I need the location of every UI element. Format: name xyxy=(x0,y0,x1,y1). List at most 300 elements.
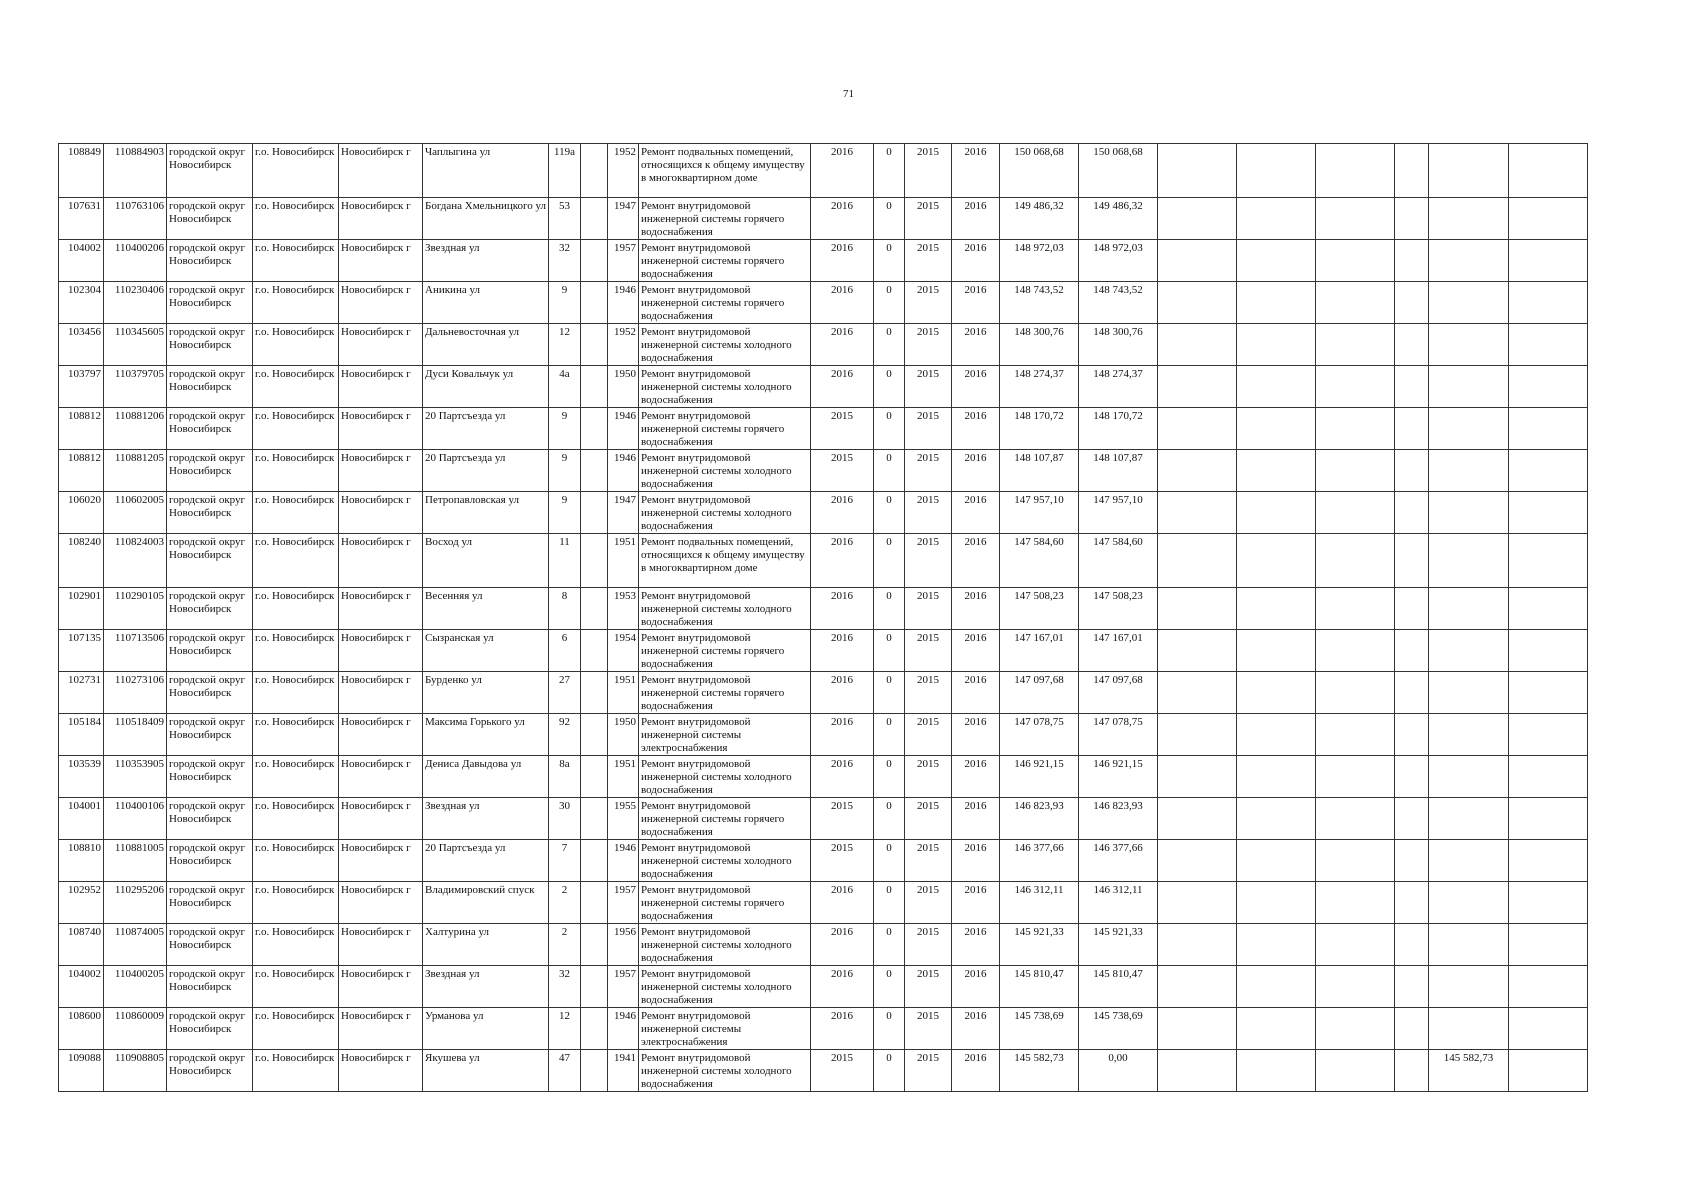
cell-year-built: 1952 xyxy=(608,324,639,366)
cell-work-type: Ремонт внутридомовой инженерной системы холодного водоснабжения xyxy=(639,366,811,408)
cell-house-code: 110400205 xyxy=(104,966,167,1008)
cell-house-code: 110295206 xyxy=(104,882,167,924)
cell-extra-6 xyxy=(1509,924,1588,966)
cell-extra-2 xyxy=(1237,1050,1316,1092)
cell-planned-year: 2016 xyxy=(811,714,874,756)
table-row xyxy=(59,588,1588,630)
cell-work-type: Ремонт внутридомовой инженерной системы горячего водоснабжения xyxy=(639,408,811,450)
cell-col-zero: 0 xyxy=(874,324,905,366)
cell-extra-6 xyxy=(1509,534,1588,588)
cell-cost: 145 921,33 xyxy=(1000,924,1079,966)
cell-house-code: 110400106 xyxy=(104,798,167,840)
cell-municipal-formation: г.о. Новосибирск xyxy=(253,924,339,966)
cell-extra-2 xyxy=(1237,144,1316,198)
cell-extra-2 xyxy=(1237,588,1316,630)
cell-extra-4 xyxy=(1395,798,1429,840)
cell-extra-1 xyxy=(1158,324,1237,366)
cell-building xyxy=(581,630,608,672)
cell-house-code: 110290105 xyxy=(104,588,167,630)
cell-work-type: Ремонт внутридомовой инженерной системы холодного водоснабжения xyxy=(639,966,811,1008)
cell-end-year: 2016 xyxy=(952,756,1000,798)
cell-extra-2 xyxy=(1237,840,1316,882)
cell-extra-4 xyxy=(1395,492,1429,534)
cell-record-id: 108600 xyxy=(59,1008,104,1050)
cell-cost-total: 146 823,93 xyxy=(1079,798,1158,840)
cell-municipal-district: городской округ Новосибирск xyxy=(167,756,253,798)
cell-start-year: 2015 xyxy=(905,798,952,840)
cell-work-type: Ремонт внутридомовой инженерной системы горячего водоснабжения xyxy=(639,798,811,840)
cell-house-number: 32 xyxy=(549,966,581,1008)
cell-settlement: Новосибирск г xyxy=(339,630,423,672)
cell-house-number: 2 xyxy=(549,924,581,966)
cell-house-code: 110908805 xyxy=(104,1050,167,1092)
cell-building xyxy=(581,1008,608,1050)
cell-extra-3 xyxy=(1316,630,1395,672)
cell-extra-5: 145 582,73 xyxy=(1429,1050,1509,1092)
cell-start-year: 2015 xyxy=(905,198,952,240)
cell-extra-1 xyxy=(1158,144,1237,198)
page-number: 71 xyxy=(843,88,854,100)
cell-col-zero: 0 xyxy=(874,450,905,492)
cell-extra-5 xyxy=(1429,366,1509,408)
cell-col-zero: 0 xyxy=(874,672,905,714)
cell-work-type: Ремонт внутридомовой инженерной системы холодного водоснабжения xyxy=(639,756,811,798)
cell-extra-5 xyxy=(1429,798,1509,840)
cell-record-id: 105184 xyxy=(59,714,104,756)
cell-record-id: 103539 xyxy=(59,756,104,798)
cell-extra-2 xyxy=(1237,756,1316,798)
cell-house-number: 2 xyxy=(549,882,581,924)
cell-municipal-formation: г.о. Новосибирск xyxy=(253,714,339,756)
cell-end-year: 2016 xyxy=(952,714,1000,756)
cell-cost-total: 147 167,01 xyxy=(1079,630,1158,672)
cell-planned-year: 2016 xyxy=(811,324,874,366)
cell-street: Петропавловская ул xyxy=(423,492,549,534)
cell-extra-2 xyxy=(1237,282,1316,324)
cell-end-year: 2016 xyxy=(952,1050,1000,1092)
cell-extra-4 xyxy=(1395,882,1429,924)
cell-start-year: 2015 xyxy=(905,324,952,366)
cell-end-year: 2016 xyxy=(952,240,1000,282)
cell-building xyxy=(581,534,608,588)
cell-municipal-district: городской округ Новосибирск xyxy=(167,966,253,1008)
table-row xyxy=(59,240,1588,282)
cell-work-type: Ремонт внутридомовой инженерной системы горячего водоснабжения xyxy=(639,630,811,672)
cell-extra-6 xyxy=(1509,630,1588,672)
cell-work-type: Ремонт внутридомовой инженерной системы холодного водоснабжения xyxy=(639,588,811,630)
cell-street: Звездная ул xyxy=(423,966,549,1008)
cell-planned-year: 2016 xyxy=(811,198,874,240)
table-row xyxy=(59,882,1588,924)
cell-municipal-formation: г.о. Новосибирск xyxy=(253,366,339,408)
cell-end-year: 2016 xyxy=(952,492,1000,534)
table-row xyxy=(59,282,1588,324)
cell-municipal-district: городской округ Новосибирск xyxy=(167,1008,253,1050)
capital-repair-register-table xyxy=(58,143,1588,1092)
cell-cost: 145 738,69 xyxy=(1000,1008,1079,1050)
cell-cost: 147 167,01 xyxy=(1000,630,1079,672)
cell-extra-5 xyxy=(1429,1008,1509,1050)
cell-street: Аникина ул xyxy=(423,282,549,324)
cell-extra-5 xyxy=(1429,630,1509,672)
cell-col-zero: 0 xyxy=(874,144,905,198)
cell-street: 20 Партсъезда ул xyxy=(423,840,549,882)
cell-planned-year: 2016 xyxy=(811,924,874,966)
cell-extra-1 xyxy=(1158,534,1237,588)
cell-year-built: 1950 xyxy=(608,366,639,408)
cell-extra-5 xyxy=(1429,672,1509,714)
cell-extra-1 xyxy=(1158,672,1237,714)
cell-extra-2 xyxy=(1237,366,1316,408)
cell-municipal-formation: г.о. Новосибирск xyxy=(253,840,339,882)
cell-record-id: 106020 xyxy=(59,492,104,534)
cell-extra-2 xyxy=(1237,492,1316,534)
cell-municipal-district: городской округ Новосибирск xyxy=(167,324,253,366)
cell-work-type: Ремонт внутридомовой инженерной системы электроснабжения xyxy=(639,714,811,756)
cell-municipal-district: городской округ Новосибирск xyxy=(167,450,253,492)
cell-record-id: 103797 xyxy=(59,366,104,408)
table-row xyxy=(59,1050,1588,1092)
cell-building xyxy=(581,198,608,240)
cell-cost: 148 170,72 xyxy=(1000,408,1079,450)
cell-extra-6 xyxy=(1509,240,1588,282)
cell-municipal-district: городской округ Новосибирск xyxy=(167,492,253,534)
cell-work-type: Ремонт внутридомовой инженерной системы холодного водоснабжения xyxy=(639,492,811,534)
cell-extra-1 xyxy=(1158,492,1237,534)
cell-street: Дальневосточная ул xyxy=(423,324,549,366)
cell-house-number: 53 xyxy=(549,198,581,240)
cell-settlement: Новосибирск г xyxy=(339,144,423,198)
cell-settlement: Новосибирск г xyxy=(339,672,423,714)
cell-extra-2 xyxy=(1237,408,1316,450)
cell-municipal-formation: г.о. Новосибирск xyxy=(253,198,339,240)
cell-col-zero: 0 xyxy=(874,630,905,672)
cell-year-built: 1955 xyxy=(608,798,639,840)
cell-end-year: 2016 xyxy=(952,798,1000,840)
cell-municipal-formation: г.о. Новосибирск xyxy=(253,630,339,672)
cell-municipal-district: городской округ Новосибирск xyxy=(167,144,253,198)
cell-extra-1 xyxy=(1158,198,1237,240)
cell-extra-4 xyxy=(1395,714,1429,756)
cell-house-code: 110881005 xyxy=(104,840,167,882)
cell-cost-total: 146 377,66 xyxy=(1079,840,1158,882)
cell-end-year: 2016 xyxy=(952,966,1000,1008)
cell-end-year: 2016 xyxy=(952,534,1000,588)
cell-municipal-district: городской округ Новосибирск xyxy=(167,408,253,450)
cell-year-built: 1956 xyxy=(608,924,639,966)
cell-work-type: Ремонт внутридомовой инженерной системы холодного водоснабжения xyxy=(639,324,811,366)
cell-col-zero: 0 xyxy=(874,756,905,798)
cell-extra-1 xyxy=(1158,756,1237,798)
cell-extra-3 xyxy=(1316,1050,1395,1092)
table-row xyxy=(59,924,1588,966)
table-row xyxy=(59,756,1588,798)
cell-house-number: 11 xyxy=(549,534,581,588)
cell-extra-4 xyxy=(1395,144,1429,198)
cell-settlement: Новосибирск г xyxy=(339,714,423,756)
cell-street: 20 Партсъезда ул xyxy=(423,408,549,450)
cell-extra-5 xyxy=(1429,282,1509,324)
cell-work-type: Ремонт внутридомовой инженерной системы холодного водоснабжения xyxy=(639,450,811,492)
cell-planned-year: 2016 xyxy=(811,588,874,630)
cell-municipal-district: городской округ Новосибирск xyxy=(167,798,253,840)
cell-settlement: Новосибирск г xyxy=(339,450,423,492)
cell-end-year: 2016 xyxy=(952,924,1000,966)
cell-start-year: 2015 xyxy=(905,840,952,882)
cell-extra-6 xyxy=(1509,1050,1588,1092)
cell-settlement: Новосибирск г xyxy=(339,492,423,534)
cell-work-type: Ремонт внутридомовой инженерной системы холодного водоснабжения xyxy=(639,924,811,966)
cell-planned-year: 2016 xyxy=(811,1008,874,1050)
cell-extra-2 xyxy=(1237,240,1316,282)
cell-extra-4 xyxy=(1395,282,1429,324)
cell-street: Дениса Давыдова ул xyxy=(423,756,549,798)
cell-house-code: 110881206 xyxy=(104,408,167,450)
cell-extra-3 xyxy=(1316,966,1395,1008)
cell-planned-year: 2016 xyxy=(811,672,874,714)
cell-house-code: 110518409 xyxy=(104,714,167,756)
register-body xyxy=(59,144,1588,1092)
cell-planned-year: 2016 xyxy=(811,144,874,198)
cell-building xyxy=(581,450,608,492)
cell-col-zero: 0 xyxy=(874,198,905,240)
cell-end-year: 2016 xyxy=(952,672,1000,714)
cell-cost-total: 146 312,11 xyxy=(1079,882,1158,924)
cell-cost-total: 147 078,75 xyxy=(1079,714,1158,756)
cell-extra-5 xyxy=(1429,714,1509,756)
cell-extra-1 xyxy=(1158,798,1237,840)
cell-extra-6 xyxy=(1509,798,1588,840)
cell-building xyxy=(581,714,608,756)
cell-extra-4 xyxy=(1395,756,1429,798)
cell-year-built: 1951 xyxy=(608,672,639,714)
cell-municipal-formation: г.о. Новосибирск xyxy=(253,588,339,630)
cell-municipal-district: городской округ Новосибирск xyxy=(167,588,253,630)
cell-start-year: 2015 xyxy=(905,534,952,588)
cell-extra-5 xyxy=(1429,450,1509,492)
cell-municipal-district: городской округ Новосибирск xyxy=(167,282,253,324)
cell-extra-1 xyxy=(1158,966,1237,1008)
cell-extra-5 xyxy=(1429,756,1509,798)
cell-year-built: 1946 xyxy=(608,408,639,450)
cell-col-zero: 0 xyxy=(874,588,905,630)
cell-work-type: Ремонт внутридомовой инженерной системы горячего водоснабжения xyxy=(639,882,811,924)
cell-extra-3 xyxy=(1316,450,1395,492)
cell-planned-year: 2015 xyxy=(811,450,874,492)
cell-house-number: 30 xyxy=(549,798,581,840)
cell-building xyxy=(581,1050,608,1092)
cell-extra-1 xyxy=(1158,840,1237,882)
cell-record-id: 108810 xyxy=(59,840,104,882)
cell-cost: 145 810,47 xyxy=(1000,966,1079,1008)
cell-record-id: 104001 xyxy=(59,798,104,840)
cell-municipal-formation: г.о. Новосибирск xyxy=(253,450,339,492)
cell-cost-total: 148 170,72 xyxy=(1079,408,1158,450)
cell-cost-total: 145 810,47 xyxy=(1079,966,1158,1008)
cell-planned-year: 2015 xyxy=(811,408,874,450)
cell-end-year: 2016 xyxy=(952,282,1000,324)
cell-street: Весенняя ул xyxy=(423,588,549,630)
cell-cost: 147 584,60 xyxy=(1000,534,1079,588)
table-row xyxy=(59,966,1588,1008)
cell-extra-1 xyxy=(1158,924,1237,966)
cell-house-code: 110230406 xyxy=(104,282,167,324)
cell-extra-5 xyxy=(1429,240,1509,282)
cell-cost: 149 486,32 xyxy=(1000,198,1079,240)
cell-start-year: 2015 xyxy=(905,282,952,324)
cell-extra-4 xyxy=(1395,534,1429,588)
cell-house-code: 110763106 xyxy=(104,198,167,240)
cell-record-id: 108240 xyxy=(59,534,104,588)
cell-street: Якушева ул xyxy=(423,1050,549,1092)
cell-cost: 148 300,76 xyxy=(1000,324,1079,366)
table-row xyxy=(59,672,1588,714)
cell-extra-2 xyxy=(1237,798,1316,840)
cell-record-id: 107631 xyxy=(59,198,104,240)
cell-planned-year: 2015 xyxy=(811,1050,874,1092)
cell-year-built: 1950 xyxy=(608,714,639,756)
cell-house-number: 32 xyxy=(549,240,581,282)
cell-extra-5 xyxy=(1429,840,1509,882)
cell-street: Бурденко ул xyxy=(423,672,549,714)
cell-cost: 148 274,37 xyxy=(1000,366,1079,408)
cell-end-year: 2016 xyxy=(952,1008,1000,1050)
cell-cost-total: 146 921,15 xyxy=(1079,756,1158,798)
cell-municipal-district: городской округ Новосибирск xyxy=(167,198,253,240)
cell-year-built: 1946 xyxy=(608,840,639,882)
cell-col-zero: 0 xyxy=(874,714,905,756)
cell-start-year: 2015 xyxy=(905,366,952,408)
cell-record-id: 104002 xyxy=(59,966,104,1008)
cell-extra-3 xyxy=(1316,840,1395,882)
cell-extra-5 xyxy=(1429,534,1509,588)
cell-street: Восход ул xyxy=(423,534,549,588)
cell-municipal-formation: г.о. Новосибирск xyxy=(253,408,339,450)
cell-planned-year: 2016 xyxy=(811,492,874,534)
cell-house-code: 110713506 xyxy=(104,630,167,672)
cell-settlement: Новосибирск г xyxy=(339,924,423,966)
cell-extra-3 xyxy=(1316,366,1395,408)
cell-municipal-district: городской округ Новосибирск xyxy=(167,534,253,588)
cell-street: Звездная ул xyxy=(423,240,549,282)
cell-extra-4 xyxy=(1395,366,1429,408)
cell-house-code: 110881205 xyxy=(104,450,167,492)
cell-extra-1 xyxy=(1158,282,1237,324)
cell-planned-year: 2016 xyxy=(811,240,874,282)
cell-house-number: 92 xyxy=(549,714,581,756)
cell-extra-2 xyxy=(1237,630,1316,672)
cell-extra-4 xyxy=(1395,1008,1429,1050)
cell-house-code: 110874005 xyxy=(104,924,167,966)
cell-house-number: 9 xyxy=(549,492,581,534)
cell-col-zero: 0 xyxy=(874,798,905,840)
cell-house-code: 110353905 xyxy=(104,756,167,798)
cell-extra-4 xyxy=(1395,966,1429,1008)
cell-extra-2 xyxy=(1237,714,1316,756)
cell-extra-3 xyxy=(1316,282,1395,324)
cell-municipal-formation: г.о. Новосибирск xyxy=(253,1050,339,1092)
cell-year-built: 1951 xyxy=(608,756,639,798)
cell-municipal-formation: г.о. Новосибирск xyxy=(253,324,339,366)
cell-start-year: 2015 xyxy=(905,588,952,630)
cell-building xyxy=(581,408,608,450)
cell-start-year: 2015 xyxy=(905,756,952,798)
cell-extra-2 xyxy=(1237,198,1316,240)
table-row xyxy=(59,366,1588,408)
cell-col-zero: 0 xyxy=(874,1050,905,1092)
cell-extra-4 xyxy=(1395,240,1429,282)
cell-extra-5 xyxy=(1429,492,1509,534)
cell-extra-6 xyxy=(1509,492,1588,534)
cell-end-year: 2016 xyxy=(952,450,1000,492)
cell-municipal-formation: г.о. Новосибирск xyxy=(253,798,339,840)
cell-record-id: 104002 xyxy=(59,240,104,282)
cell-start-year: 2015 xyxy=(905,966,952,1008)
cell-settlement: Новосибирск г xyxy=(339,798,423,840)
cell-municipal-formation: г.о. Новосибирск xyxy=(253,966,339,1008)
table-row xyxy=(59,324,1588,366)
cell-end-year: 2016 xyxy=(952,882,1000,924)
cell-house-number: 4а xyxy=(549,366,581,408)
cell-house-number: 8 xyxy=(549,588,581,630)
cell-extra-4 xyxy=(1395,630,1429,672)
cell-house-number: 12 xyxy=(549,1008,581,1050)
cell-extra-4 xyxy=(1395,198,1429,240)
cell-house-code: 110602005 xyxy=(104,492,167,534)
cell-start-year: 2015 xyxy=(905,144,952,198)
cell-house-number: 6 xyxy=(549,630,581,672)
cell-building xyxy=(581,840,608,882)
cell-extra-3 xyxy=(1316,798,1395,840)
cell-cost: 148 972,03 xyxy=(1000,240,1079,282)
cell-street: 20 Партсъезда ул xyxy=(423,450,549,492)
cell-cost: 150 068,68 xyxy=(1000,144,1079,198)
cell-street: Дуси Ковальчук ул xyxy=(423,366,549,408)
cell-extra-6 xyxy=(1509,324,1588,366)
cell-year-built: 1954 xyxy=(608,630,639,672)
table-row xyxy=(59,144,1588,198)
cell-settlement: Новосибирск г xyxy=(339,282,423,324)
cell-start-year: 2015 xyxy=(905,672,952,714)
cell-settlement: Новосибирск г xyxy=(339,840,423,882)
cell-house-number: 47 xyxy=(549,1050,581,1092)
cell-street: Сызранская ул xyxy=(423,630,549,672)
cell-year-built: 1957 xyxy=(608,882,639,924)
cell-end-year: 2016 xyxy=(952,408,1000,450)
cell-extra-2 xyxy=(1237,882,1316,924)
cell-record-id: 108849 xyxy=(59,144,104,198)
table-row xyxy=(59,1008,1588,1050)
cell-start-year: 2015 xyxy=(905,1050,952,1092)
cell-year-built: 1946 xyxy=(608,450,639,492)
cell-settlement: Новосибирск г xyxy=(339,966,423,1008)
table-row xyxy=(59,408,1588,450)
cell-extra-6 xyxy=(1509,882,1588,924)
cell-building xyxy=(581,492,608,534)
cell-municipal-formation: г.о. Новосибирск xyxy=(253,672,339,714)
cell-extra-4 xyxy=(1395,924,1429,966)
cell-record-id: 108812 xyxy=(59,408,104,450)
cell-municipal-district: городской округ Новосибирск xyxy=(167,714,253,756)
table-row xyxy=(59,630,1588,672)
cell-house-code: 110824003 xyxy=(104,534,167,588)
cell-house-code: 110379705 xyxy=(104,366,167,408)
cell-street: Халтурина ул xyxy=(423,924,549,966)
cell-extra-4 xyxy=(1395,324,1429,366)
cell-extra-2 xyxy=(1237,1008,1316,1050)
cell-work-type: Ремонт внутридомовой инженерной системы горячего водоснабжения xyxy=(639,198,811,240)
cell-extra-3 xyxy=(1316,408,1395,450)
